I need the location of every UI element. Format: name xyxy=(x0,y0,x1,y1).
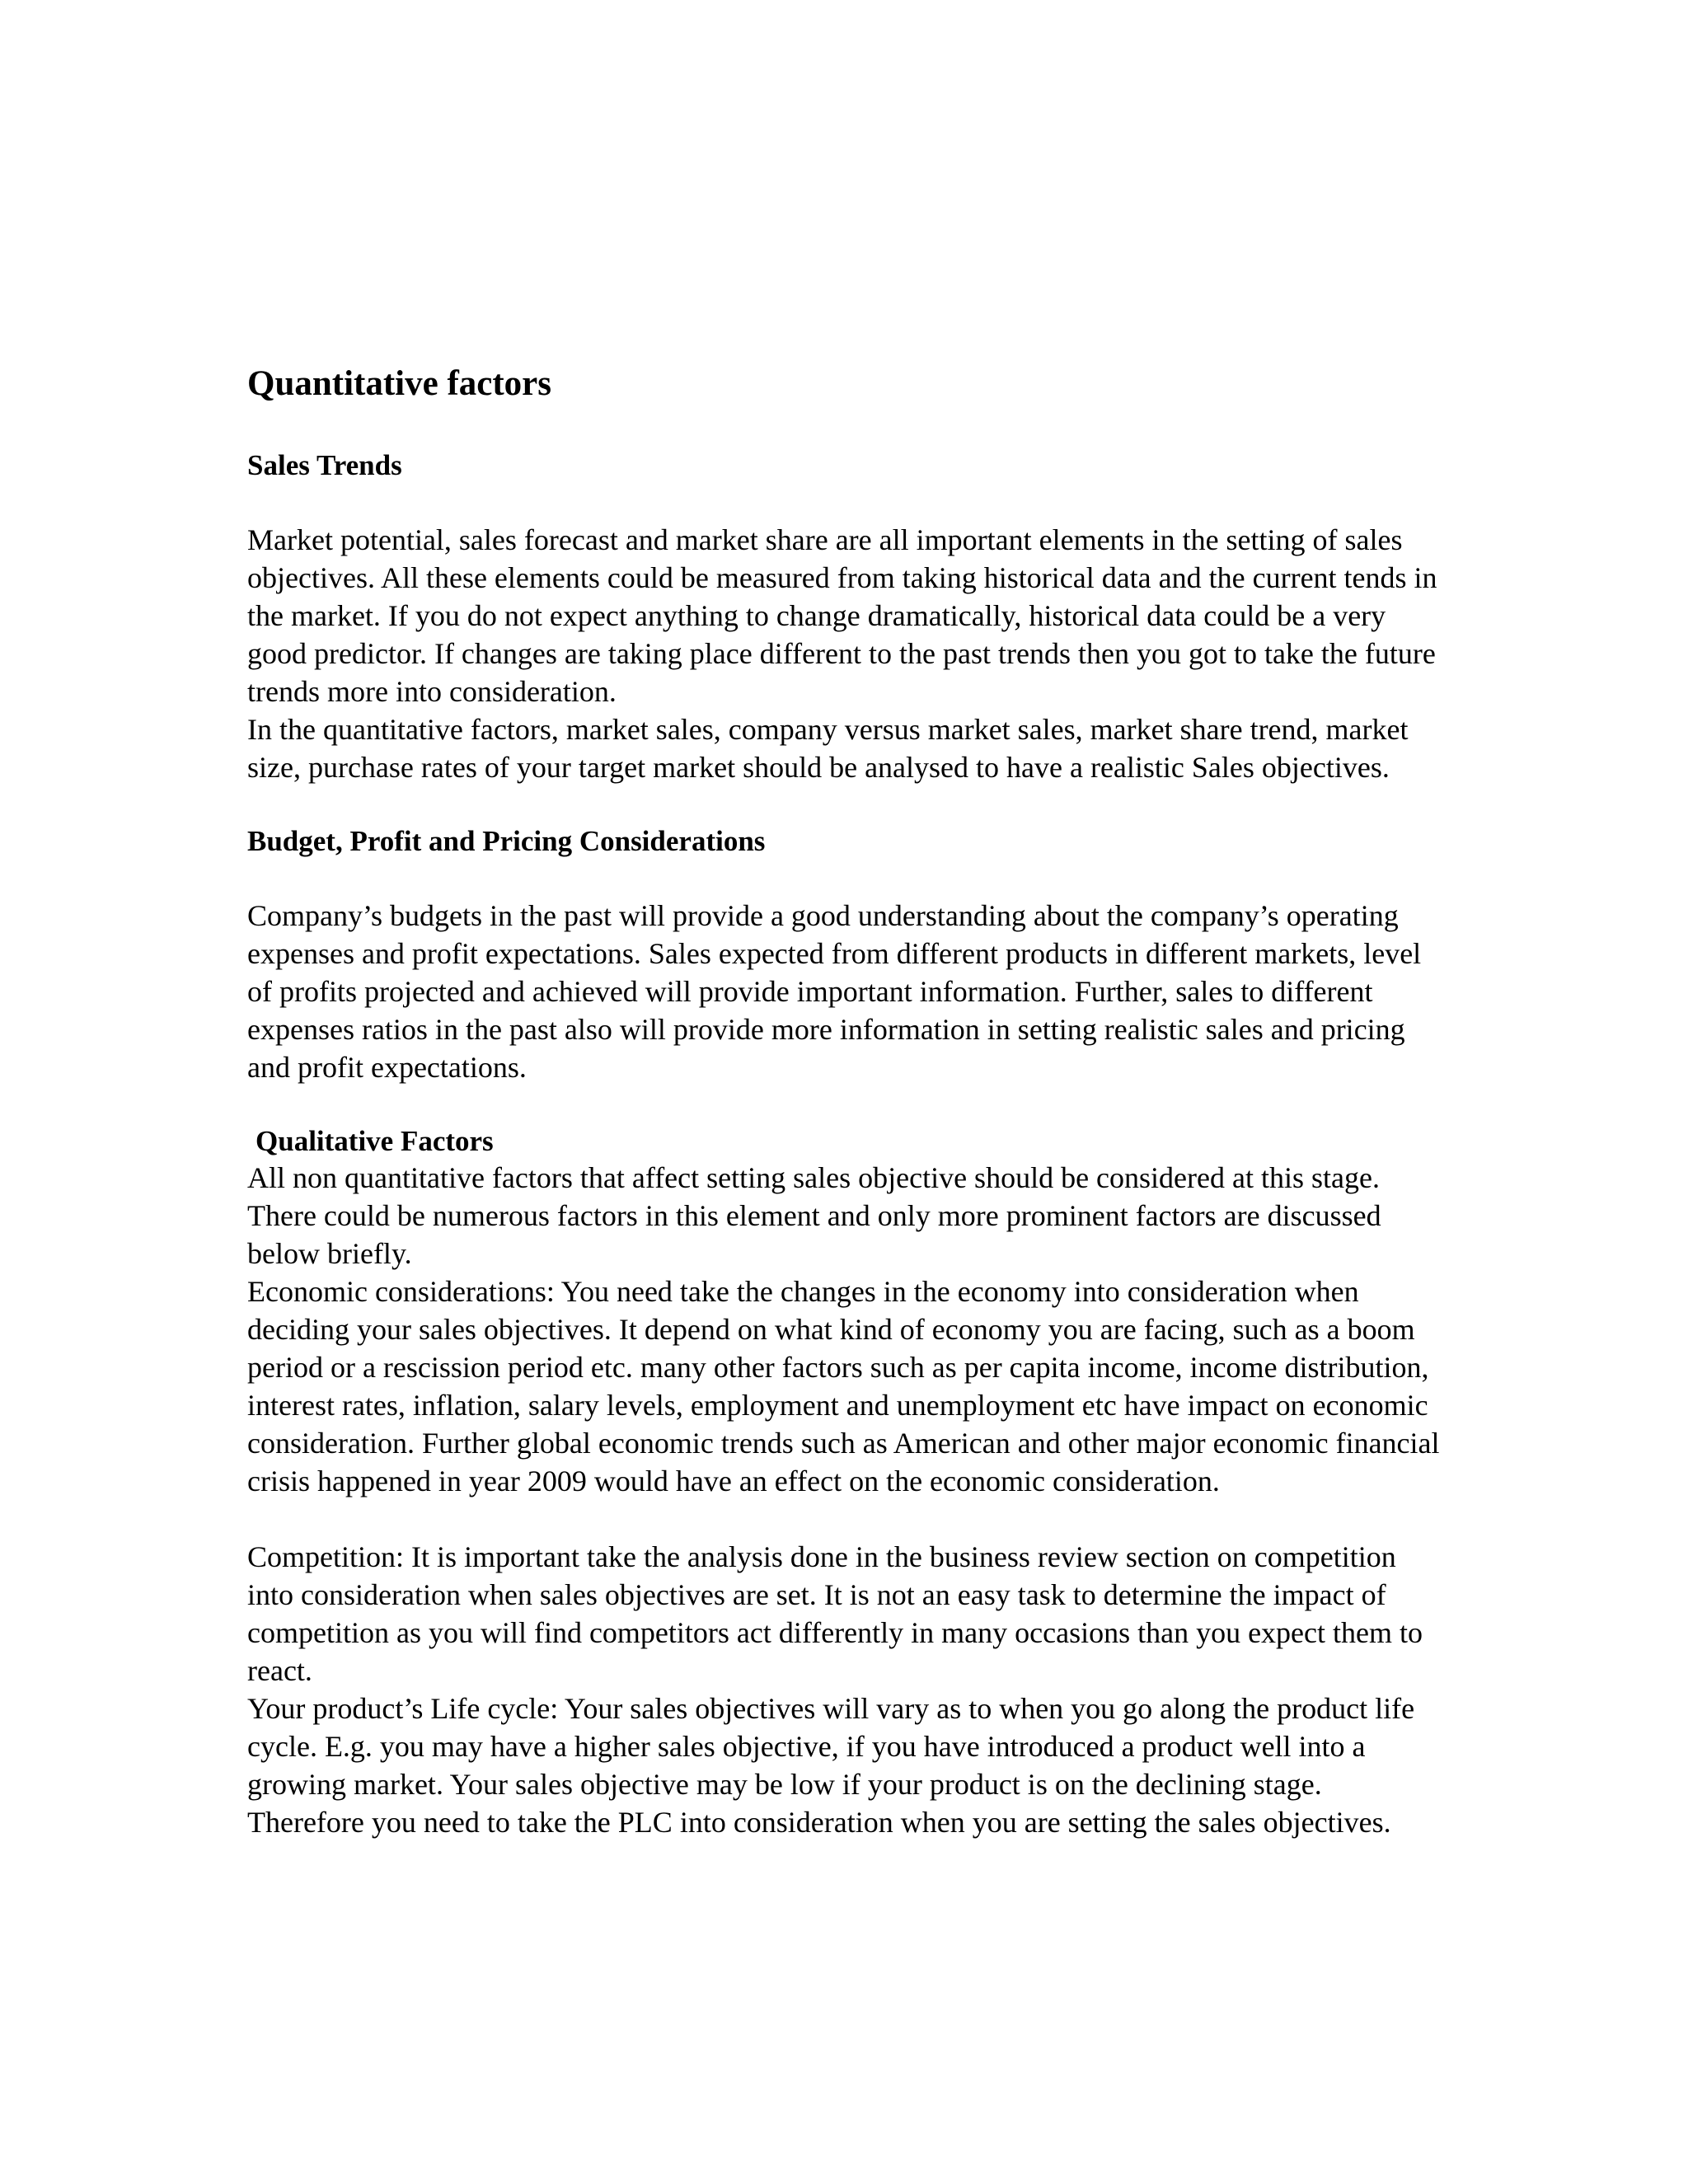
section-heading-budget-profit-pricing: Budget, Profit and Pricing Considerations xyxy=(247,824,766,857)
paragraph-sales-trends-2: In the quantitative factors, market sales, company versus market sales, market share trend, market size, purchase rates of your target market should be analysed to have a realistic Sales objectives. xyxy=(247,712,1409,784)
paragraph-sales-trends-1: Market potential, sales forecast and market share are all important elements in the setting of sales objectives. All these elements could be measured from taking historical data and the current tends in the market. If you do not expect anything to change dramatically, historical data could be a very good predictor. If changes are taking place different to the past trends then you got to take the future trends more into consideration. xyxy=(247,523,1437,708)
paragraph-product-life-cycle: Your product’s Life cycle: Your sales objectives will vary as to when you go along the product life cycle. E.g. you may have a higher sales objective, if you have introduced a product well into a growing market. Your sales objective may be low if your product is on the declining stage. Therefore you need to take the PLC into consideration when you are setting the sales objectives. xyxy=(247,1691,1415,1839)
section-heading-qualitative-factors: Qualitative Factors xyxy=(256,1124,494,1157)
section-heading-sales-trends: Sales Trends xyxy=(247,448,402,481)
paragraph-economic-considerations: Economic considerations: You need take the changes in the economy into consideration when deciding your sales objectives. It depend on what kind of economy you are facing, such as a boom period or a rescission period etc. many other factors such as per capita income, income distribution, interest rates, inflation, salary levels, employment and unemployment etc have impact on economic consideration. Further global economic trends such as American and other major economic financial crisis happened in year 2009 would have an effect on the economic consideration. xyxy=(247,1274,1440,1497)
paragraph-competition: Competition: It is important take the analysis done in the business review section on competition into consideration when sales objectives are set. It is not an easy task to determine the impact of competition as you will find competitors act differently in many occasions than you expect them to react. xyxy=(247,1540,1423,1687)
paragraph-qualitative-intro: All non quantitative factors that affect setting sales objective should be considered at this stage. There could be numerous factors in this element and only more prominent factors are discussed below briefly. xyxy=(247,1160,1381,1270)
page-title: Quantitative factors xyxy=(247,364,552,403)
spacer xyxy=(247,786,1442,824)
spacer xyxy=(247,1086,1442,1124)
paragraph-budget-1: Company’s budgets in the past will provide a good understanding about the company’s operating expenses and profit expectations. Sales expected from different products in different markets, level of profits projected and achieved will provide important information. Further, sales to different expenses ratios in the past also will provide more information in setting realistic sales and pricing and profit expectations. xyxy=(247,898,1422,1084)
spacer xyxy=(247,1500,1442,1538)
document-body xyxy=(247,363,1442,1841)
